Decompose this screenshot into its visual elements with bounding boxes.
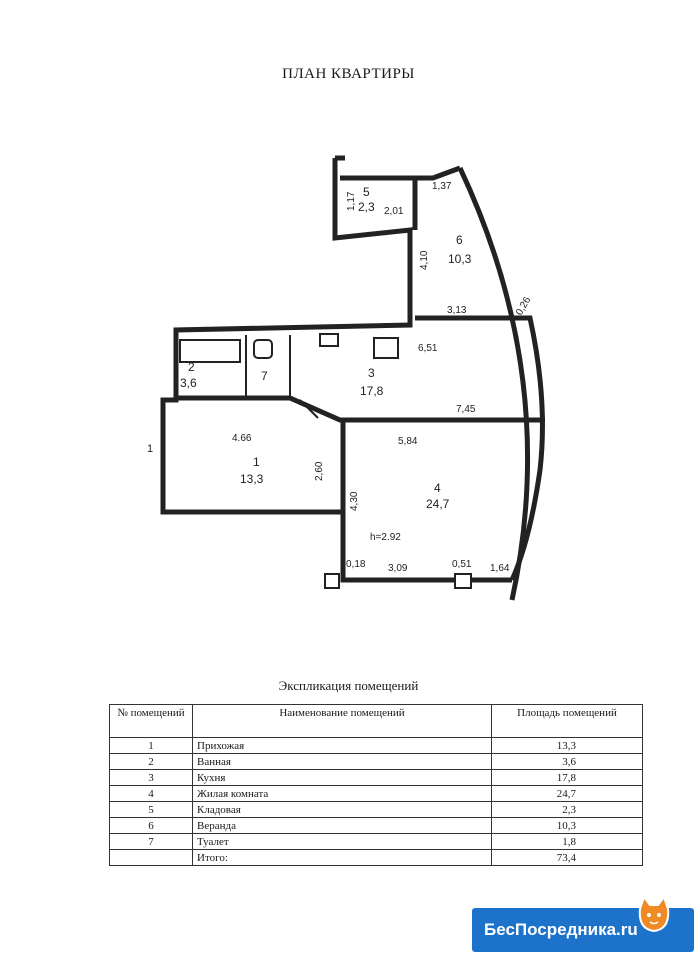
row-num [110, 850, 193, 866]
room-4-num: 4 [434, 481, 441, 495]
dim-4-66: 4.66 [232, 433, 252, 444]
row-num: 2 [110, 754, 193, 770]
table-total-row [110, 850, 643, 866]
row-name: Кладовая [193, 802, 492, 818]
row-area: 17,8 [492, 770, 643, 786]
wall-north [163, 158, 512, 580]
stove-fixture [374, 338, 398, 358]
sink-fixture [320, 334, 338, 346]
row-area: 73,4 [492, 850, 643, 866]
wall-curved-inner [415, 318, 542, 580]
dim-0-18: 0,18 [346, 559, 366, 570]
room-6-num: 6 [456, 233, 463, 247]
dim-6-51: 6,51 [418, 343, 438, 354]
row-num: 7 [110, 834, 193, 850]
row-name: Туалет [193, 834, 492, 850]
dim-4-30: 4,30 [349, 491, 360, 511]
row-name: Прихожая [193, 738, 492, 754]
row-area: 1,8 [492, 834, 643, 850]
header-name: Наименование помещений [193, 705, 492, 738]
side-mark: 1 [147, 443, 154, 455]
row-name: Итого: [193, 850, 492, 866]
row-num: 4 [110, 786, 193, 802]
row-area: 2,3 [492, 802, 643, 818]
room-2-area: 3,6 [180, 376, 197, 390]
row-num: 5 [110, 802, 193, 818]
room-6-area: 10,3 [448, 252, 472, 266]
dim-7-45: 7,45 [456, 404, 476, 415]
room-5-num: 5 [363, 185, 370, 199]
dim-2-60: 2,60 [314, 461, 325, 481]
row-name: Жилая комната [193, 786, 492, 802]
explication-title: Экспликация помещений [278, 678, 419, 693]
row-area: 24,7 [492, 786, 643, 802]
brand-text: БесПосредника.ru [484, 920, 638, 939]
row-num: 3 [110, 770, 193, 786]
row-name: Кухня [193, 770, 492, 786]
dim-5-84: 5,84 [398, 436, 418, 447]
table-row [110, 834, 643, 850]
dim-4-10: 4,10 [419, 250, 430, 270]
wall-curved-outer [460, 168, 528, 600]
table-header-row [110, 705, 643, 738]
header-area: Площадь помещений [492, 705, 643, 738]
table-row [110, 786, 643, 802]
dim-3-13: 3,13 [447, 305, 467, 316]
room-1-num: 1 [253, 455, 260, 469]
row-area: 3,6 [492, 754, 643, 770]
room-4-area: 24,7 [426, 497, 450, 511]
dim-1-37: 1,37 [432, 181, 452, 192]
bath-fixture [180, 340, 240, 362]
room-7-num: 7 [261, 369, 268, 383]
room-2-num: 2 [188, 360, 195, 374]
room-3-num: 3 [368, 366, 375, 380]
row-num: 6 [110, 818, 193, 834]
dim-1-17: 1,17 [346, 191, 357, 211]
dim-1-64: 1,64 [490, 563, 510, 574]
row-area: 10,3 [492, 818, 643, 834]
window-1 [455, 574, 471, 588]
room-1-area: 13,3 [240, 472, 264, 486]
row-name: Ванная [193, 754, 492, 770]
dim-0-26: 0,26 [514, 295, 534, 318]
room-5-area: 2,3 [358, 200, 375, 214]
wall-veranda [415, 168, 460, 178]
dim-2-01: 2,01 [384, 206, 404, 217]
window-2 [325, 574, 339, 588]
table-row [110, 770, 643, 786]
wall-bath-toilet [246, 335, 290, 398]
dim-0-51: 0,51 [452, 559, 472, 570]
table-row [110, 818, 643, 834]
height-note: h=2.92 [370, 532, 401, 543]
table-row [110, 802, 643, 818]
wall-kitchen-bottom [176, 398, 545, 420]
dim-3-09: 3,09 [388, 563, 408, 574]
row-num: 1 [110, 738, 193, 754]
table-row [110, 738, 643, 754]
row-name: Веранда [193, 818, 492, 834]
table-row [110, 754, 643, 770]
page-title: ПЛАН КВАРТИРЫ [282, 66, 415, 82]
header-num: № помещений [110, 705, 193, 738]
room-3-area: 17,8 [360, 384, 384, 398]
cat-mascot-icon [636, 895, 672, 935]
row-area: 13,3 [492, 738, 643, 754]
toilet-fixture [254, 340, 272, 358]
explication-table [109, 704, 643, 866]
